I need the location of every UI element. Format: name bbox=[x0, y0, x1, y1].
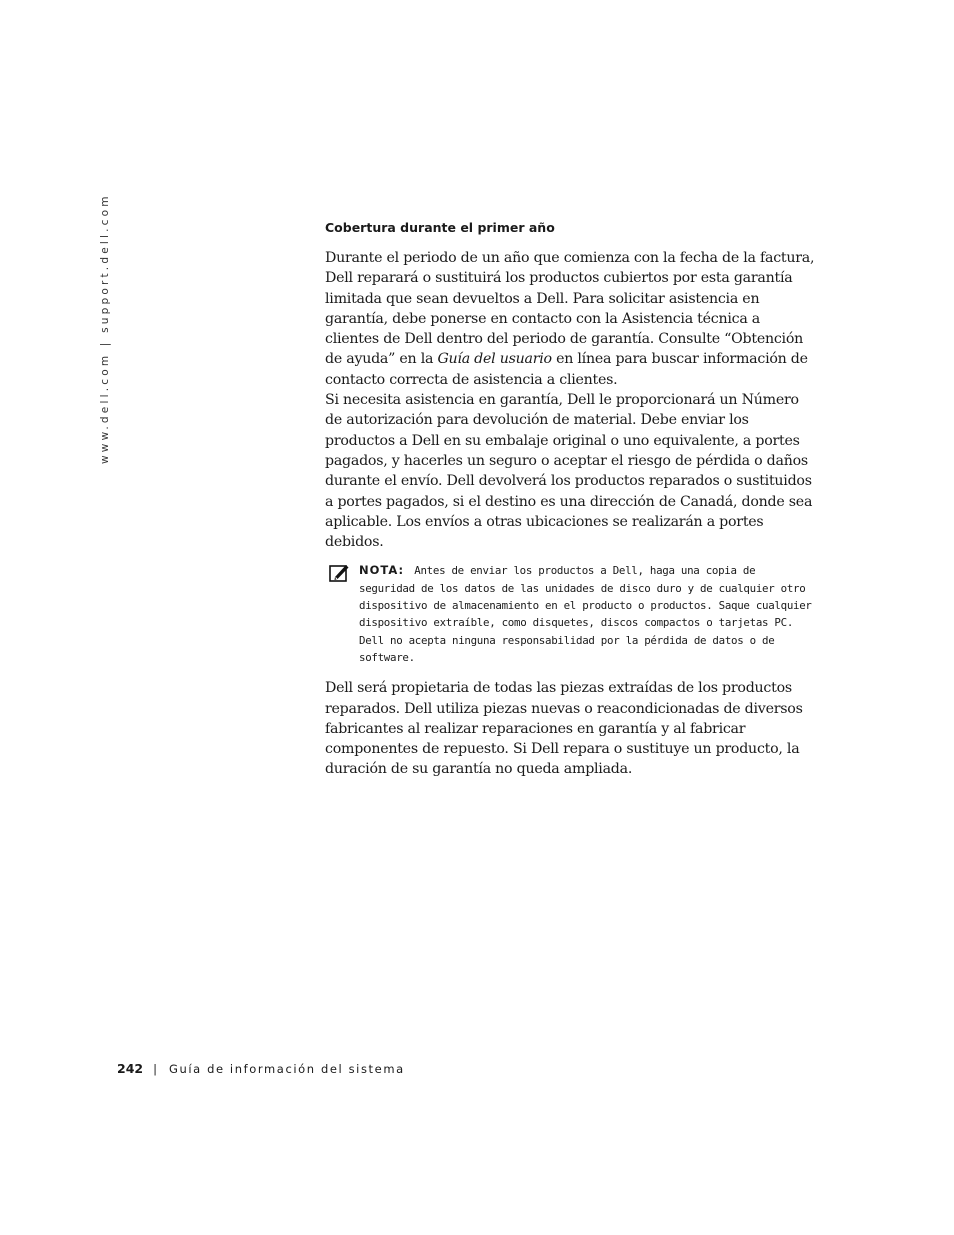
note-text: Antes de enviar los productos a Dell, haga una copia de seguridad de los datos de las unidades de disco duro y de cualquier otro dispositivo de almacenamiento en el producto o productos. Saque cualquier dispositivo extraíble, como disquetes, discos compactos o tarjetas PC. Dell no acepta ninguna responsabilidad por la pérdida de datos o de software. bbox=[359, 564, 812, 664]
note-label: NOTA: bbox=[359, 563, 405, 578]
side-url: www.dell.com | support.dell.com bbox=[99, 193, 111, 464]
section-heading: Cobertura durante el primer año bbox=[325, 220, 555, 235]
paragraph-3: Dell será propietaria de todas las piezas extraídas de los productos reparados. Dell utiliza piezas nuevas o reacondicionadas de diversos fabricantes al realizar reparaciones en garantía y al fabricar componentes de repuesto. Si Dell repara o sustituye un producto, la duración de su garantía no queda ampliada. bbox=[325, 680, 803, 778]
main-content bbox=[325, 218, 815, 780]
footer-separator: | bbox=[153, 1062, 157, 1076]
paragraph-1 bbox=[325, 248, 815, 390]
user-guide-title: Guía del usuario bbox=[437, 351, 552, 368]
paragraph-2: Si necesita asistencia en garantía, Dell le proporcionará un Número de autorización para devolución de material. Debe enviar los productos a Dell en su embalaje original o uno equivalente, a portes pagados, y hacerles un seguro o aceptar el riesgo de pérdida o daños durante el envío. Dell devolverá los productos reparados o sustituidos a portes pagados, si el destino es una dirección de Canadá, donde sea aplicable. Los envíos a otras ubicaciones se realizarán a portes debidos. bbox=[325, 392, 813, 551]
note-pencil-icon bbox=[329, 564, 349, 582]
footer-doc-title: Guía de información del sistema bbox=[168, 1062, 405, 1076]
note-box bbox=[325, 562, 815, 666]
page-number: 242 bbox=[117, 1061, 144, 1076]
paragraph-1-text-b: en línea para buscar información de contacto correcta de asistencia a clientes. bbox=[325, 351, 808, 388]
page-footer bbox=[117, 1061, 405, 1076]
paragraph-1-text-a: Durante el periodo de un año que comienza con la fecha de la factura, Dell reparará o sustituirá los productos cubiertos por esta garantía limitada que sean devueltos a Dell. Para solicitar asistencia en garantía, debe ponerse en contacto con la Asistencia técnica a clientes de Dell dentro del periodo de garantía. Consulte “Obtención de ayuda” en la bbox=[325, 250, 815, 368]
